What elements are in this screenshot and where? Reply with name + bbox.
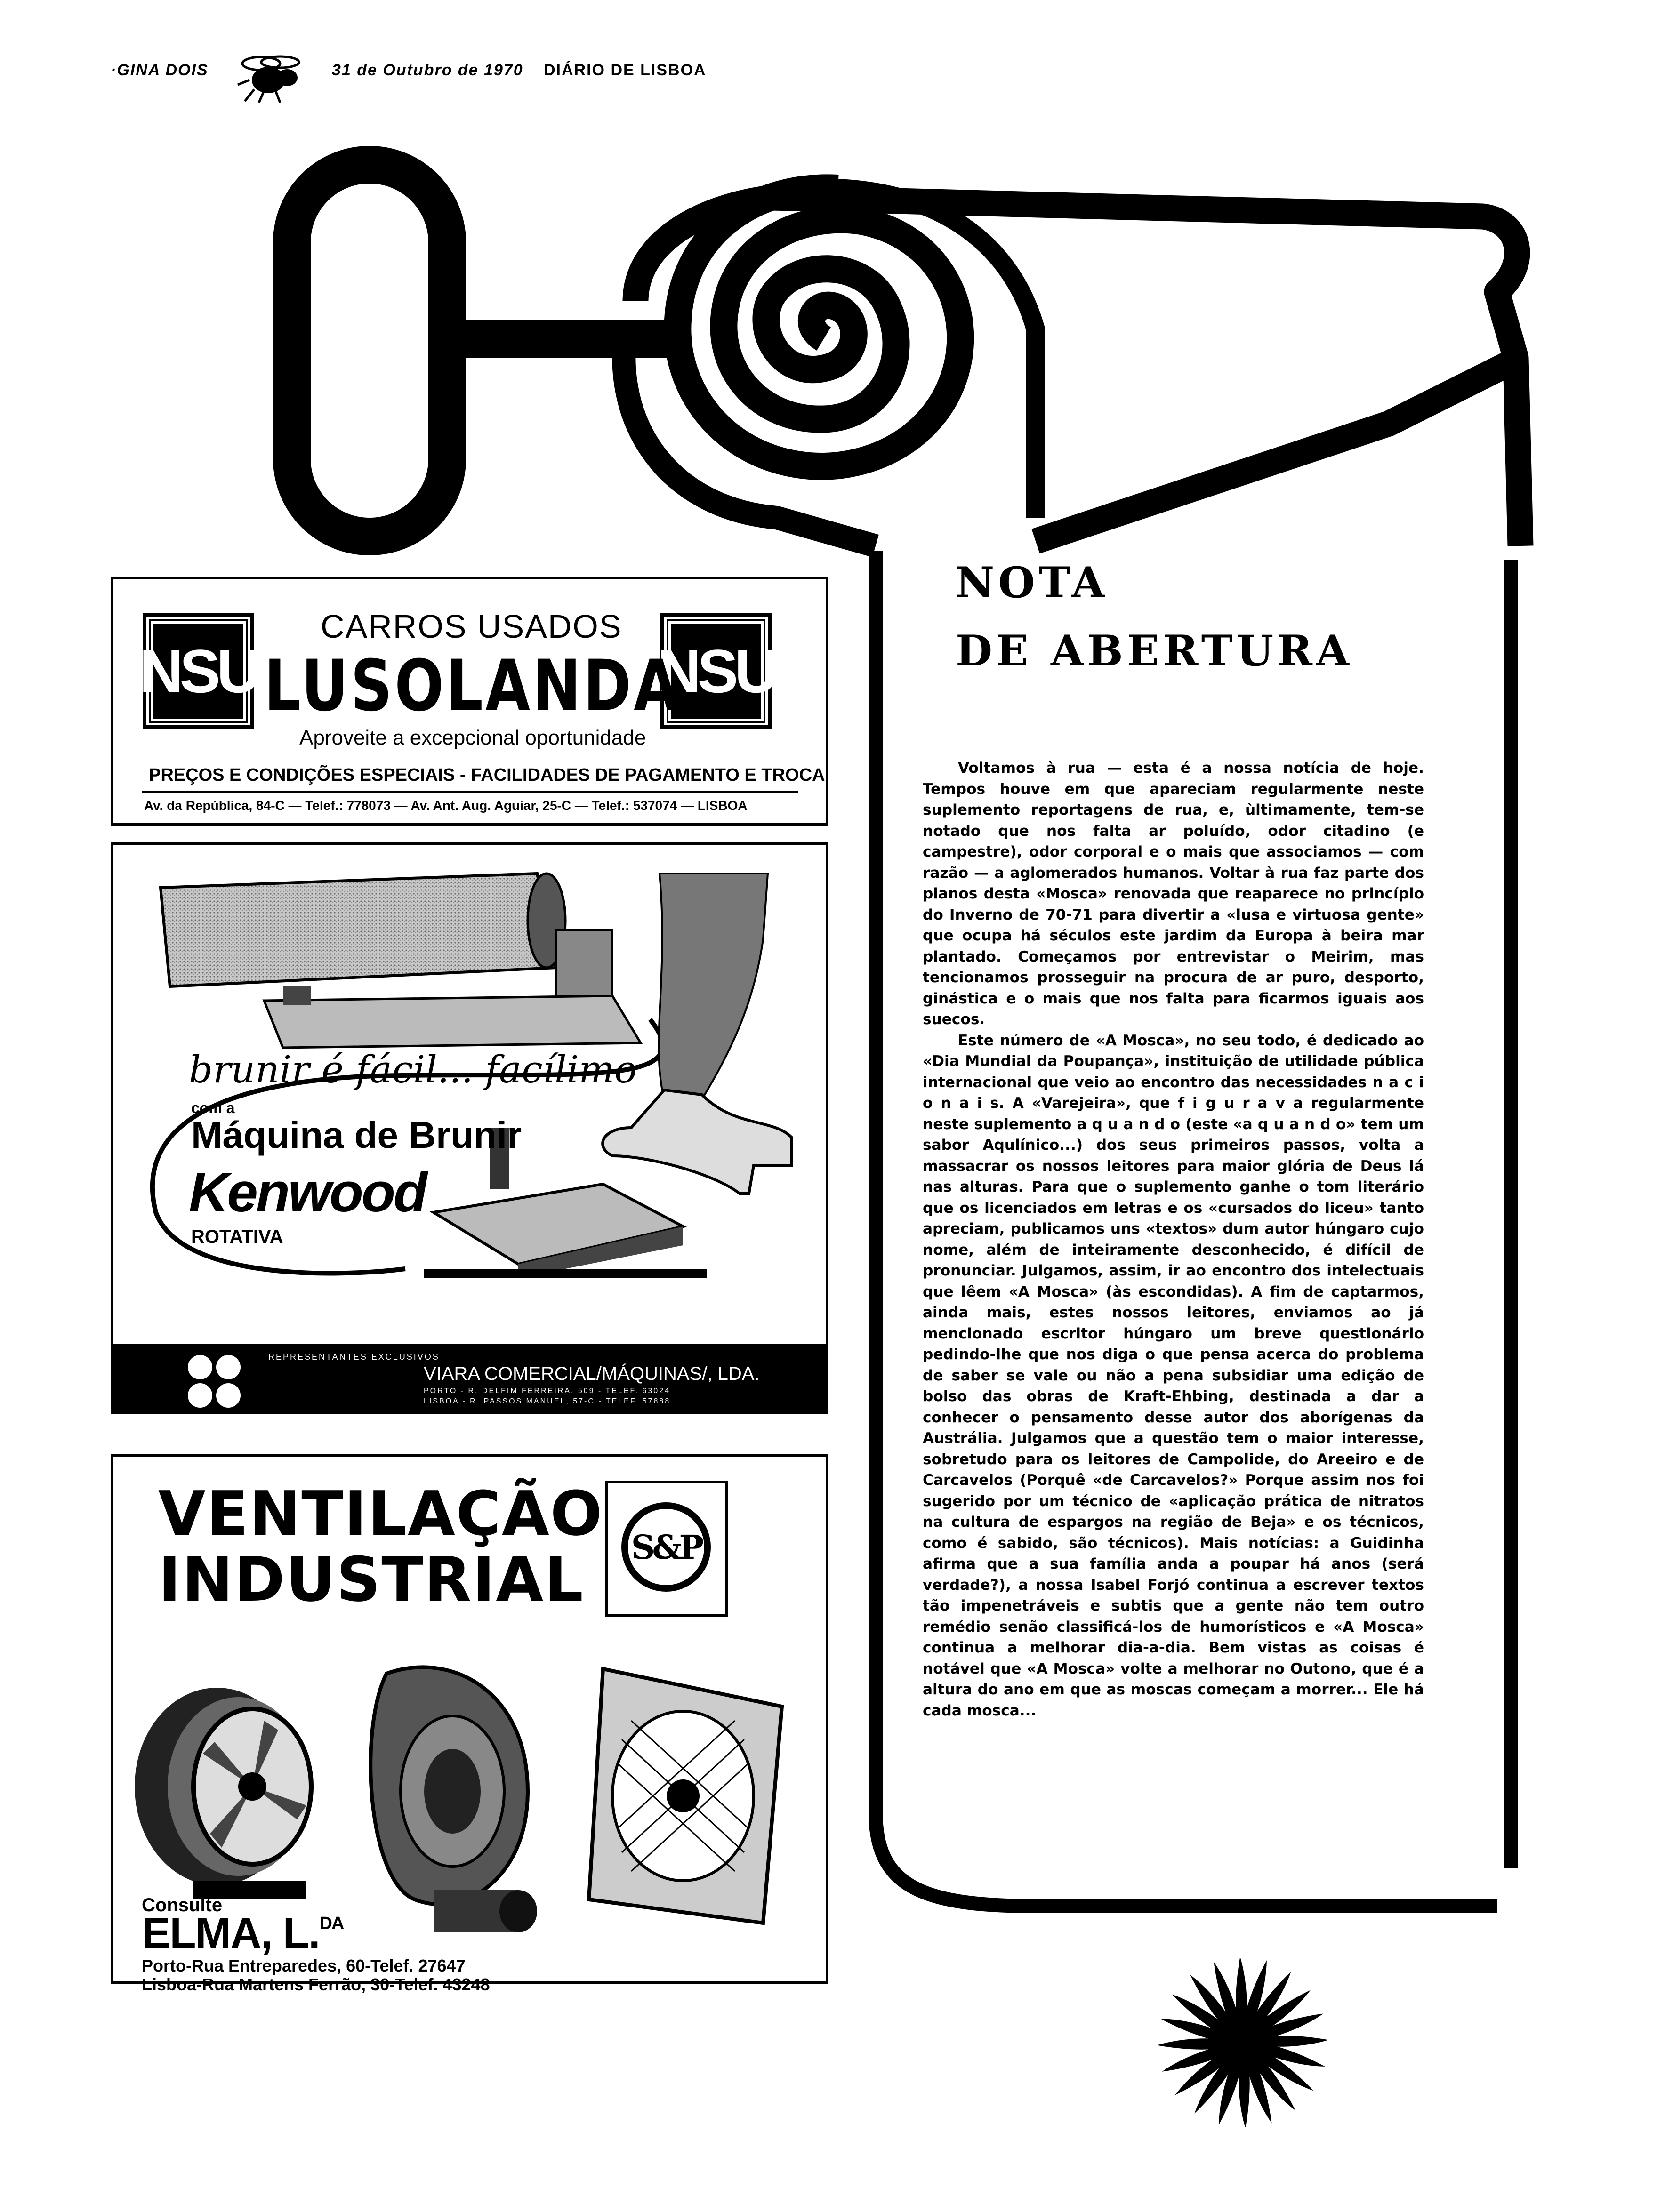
representantes-label: REPRESENTANTES EXCLUSIVOS [268,1352,440,1362]
sp-logo: S&P [621,1502,711,1592]
key-illustration [0,0,1657,565]
header-date: 31 de Outubro de 1970 [332,61,523,79]
nsu-address: Av. da República, 84-C — Telef.: 778073 — Av. Ant. Aug. Aguiar, 25-C — Telef.: 537074 — LISBOA [144,798,748,813]
carros-usados: CARROS USADOS [321,608,622,645]
viara-logo-icon [186,1353,242,1410]
page-label: ·GINA DOIS [111,61,209,79]
fan-photos [123,1636,820,1937]
elma-porto: Porto-Rua Entreparedes, 60-Telef. 27647 [142,1956,466,1975]
article-paragraph-1: Voltamos à rua — esta é a nossa notícia de hoje. Tempos houve em que apareciam regularmente neste suplemento reportagens de rua, e, ùltimamente, tem-se notado que nos falta ar poluído, odor citadino (e campestre), odor corporal e o mais que associamos — com razão — a aglomerados humanos. Voltar à rua faz parte dos planos desta «Mosca» renovada que reaparece no princípio do Inverno de 70-71 para divertir a «lusa e virtuosa gente» que ocupa há séculos este jardim da Europa à beira mar plantado. Começamos por entrevistar o Meirim, mas tencionamos prosseguir na procura de ar puro, desporto, ginástica e o mais que nos falta para ficarmos iguais aos suecos. [923,760,1424,1028]
ventilacao-line2: INDUSTRIAL [158,1544,584,1615]
kenwood-slogan: brunir é fácil... facílimo [189,1048,637,1091]
kenwood-brand: Kenwood [189,1162,426,1224]
article-paragraph-2: Este número de «A Mosca», no seu todo, é dedicado ao «Dia Mundial da Poupança», instituição de utilidade pública internacional que veio ao encontro das necessidades n a c i o n a i s. A «Varejeira», que f i g u r a v a regularmente neste suplemento a q u a n d o (este «a q u a n d o» tem um sabor Aqulínico...) dos seus primeiros passos, volta a massacrar os nossos leitores para maior glória de Deus lá nas alturas. Para que o suplemento ganhe o tom literário que os licenciados em letras e os «cursados do liceu» tanto apreciam, publicamos uns «textos» dum autor húngaro cujo nome, além de inteiramente desconhecido, é difícil de pronunciar. Julgamos, assim, ir ao encontro dos intelectuais que lêem «A Mosca» (às escondidas). A fim de captarmos, ainda mais, estes nossos leitores, enviamos ao já mencionado escritor húngaro um breve questionário pedindo-lhe que nos diga o que pensa acerca do problema de saber se vale ou não a pena subsidiar uma edição de bolso das obras de Kraft-Ehbing, destinada a dar a conhecer o pensamento desse autor dos aborígenas da Austrália. Julgamos que a questão tem o maior interesse, sobretudo para os leitores de Campolide, do Areeiro e de Carcavelos (Porquê «de Carcavelos?» Porque assim nos foi sugerido por um técnico de «aplicação prática de nitratos na cultura de espargos na região de Beja» e os técnicos, como é sabido, são técnicos). Mais notícias: a Guidinha afirma que a sua família anda a poupar há anos (será verdade?), a nossa Isabel Forjó continua a escrever textos tão impenetráveis e subtis que a gente não tem outro remédio senão classificá-los de humorísticos e «A Mosca» continua a melhorar dia-a-dia. Bem vistas as coisas é notável que «A Mosca» volte a melhorar no Outono, que é a altura do ano em que as moscas começam a morrer... Ele há cada mosca... [923,1032,1424,1719]
kenwood-footer [111,1344,828,1414]
lusolanda-name: LUSOLANDA [264,645,681,727]
nsu-divider [142,791,798,793]
lusolanda-ad [111,577,828,826]
sp-logo-frame [605,1481,728,1617]
kenwood-com: com a [191,1099,235,1116]
kenwood-ad [111,842,828,1414]
elma-name: ELMA, L.$^{DA}$ [142,1909,344,1957]
kenwood-type: ROTATIVA [191,1226,283,1247]
viara-lisboa: LISBOA - R. PASSOS MANUEL, 57-C - TELEF. 57888 [424,1397,671,1405]
kenwood-product: Máquina de Brunir [191,1114,522,1156]
sp-ventilacao-ad [111,1454,828,1994]
header-newspaper: DIÁRIO DE LISBOA [544,61,707,79]
viara-porto: PORTO - R. DELFIM FERREIRA, 509 - TELEF. 63024 [424,1387,670,1395]
nsu-logo-right: NSU [664,617,768,725]
article-title-1: NOTA [956,558,1109,608]
nsu-conditions: PREÇOS E CONDIÇÕES ESPECIAIS - FACILIDADES DE PAGAMENTO E TROCA [149,765,825,785]
elma-lisboa: Lisboa-Rua Martens Ferrão, 30-Telef. 43248 [142,1975,490,1994]
elma-consulte: Consulte [142,1895,223,1915]
viara-company: VIARA COMERCIAL/MÁQUINAS/, LDA. [424,1363,760,1384]
swirl-icon [1158,1958,1327,2127]
ventilacao-line1: VENTILAÇÃO [158,1478,603,1549]
nsu-logo-left: NSU [146,617,250,725]
article-title-2: DE ABERTURA [956,626,1353,676]
nsu-tagline: Aproveite a excepcional oportunidade [299,726,646,749]
article-body [923,758,1424,1721]
